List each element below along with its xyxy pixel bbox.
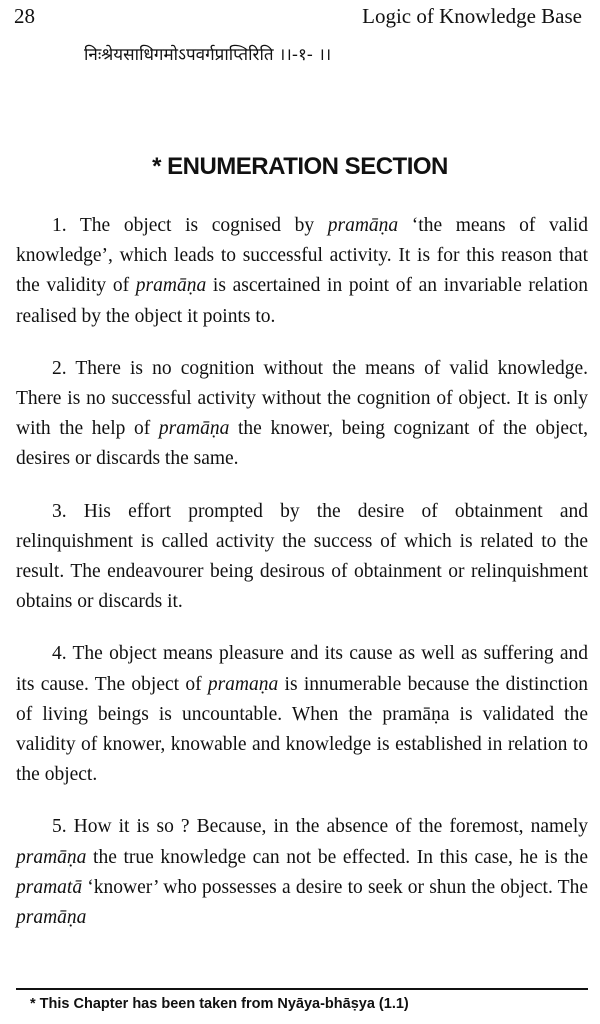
page-header xyxy=(14,4,582,36)
page-number: 28 xyxy=(14,4,35,28)
paragraph-2: 2. There is no cognition without the means of valid knowledge. There is no successful activity without the cognition of object. It is only with the help of pramāṇa the knower, being cognizant of the object, desires or discards the same. xyxy=(16,357,589,470)
paragraph-1: 1. The object is cognised by pramāṇa ‘the means of valid knowledge’, which leads to successful activity. It is for this reason that the validity of pramāṇa is ascertained in point of an invariable relation realised by the object it points to. xyxy=(16,215,588,327)
section-heading: * ENUMERATION SECTION xyxy=(152,153,448,180)
footnote-divider xyxy=(16,988,588,990)
footnote: * This Chapter has been taken from Nyāya-bhāṣya (1.1) xyxy=(30,996,409,1012)
running-title: Logic of Knowledge Base xyxy=(362,4,582,28)
body-text xyxy=(16,211,588,955)
paragraph-4: 4. The object means pleasure and its cause as well as suffering and its cause. The object of pramaṇa is innumerable because the distinction of living beings is uncountable. When the pramāṇa is validated the validity of knower, knowable and knowledge is established in relation to the object. xyxy=(16,643,588,786)
paragraph-3: 3. His effort prompted by the desire of obtainment and relinquishment is called activity the success of which is related to the result. The endeavourer being desirous of obtainment or relinquishment obtains or discards it. xyxy=(16,500,588,613)
sanskrit-sutra-line: निःश्रेयसाधिगमोऽपवर्गप्राप्तिरिति ।।-१- ।। xyxy=(84,45,332,65)
paragraph-5: 5. How it is so ? Because, in the absence of the foremost, namely pramāṇa the true knowledge can not be effected. In this case, he is the pramatā ‘knower’ who possesses a desire to seek or shun the object. The pramāṇa xyxy=(16,816,588,929)
